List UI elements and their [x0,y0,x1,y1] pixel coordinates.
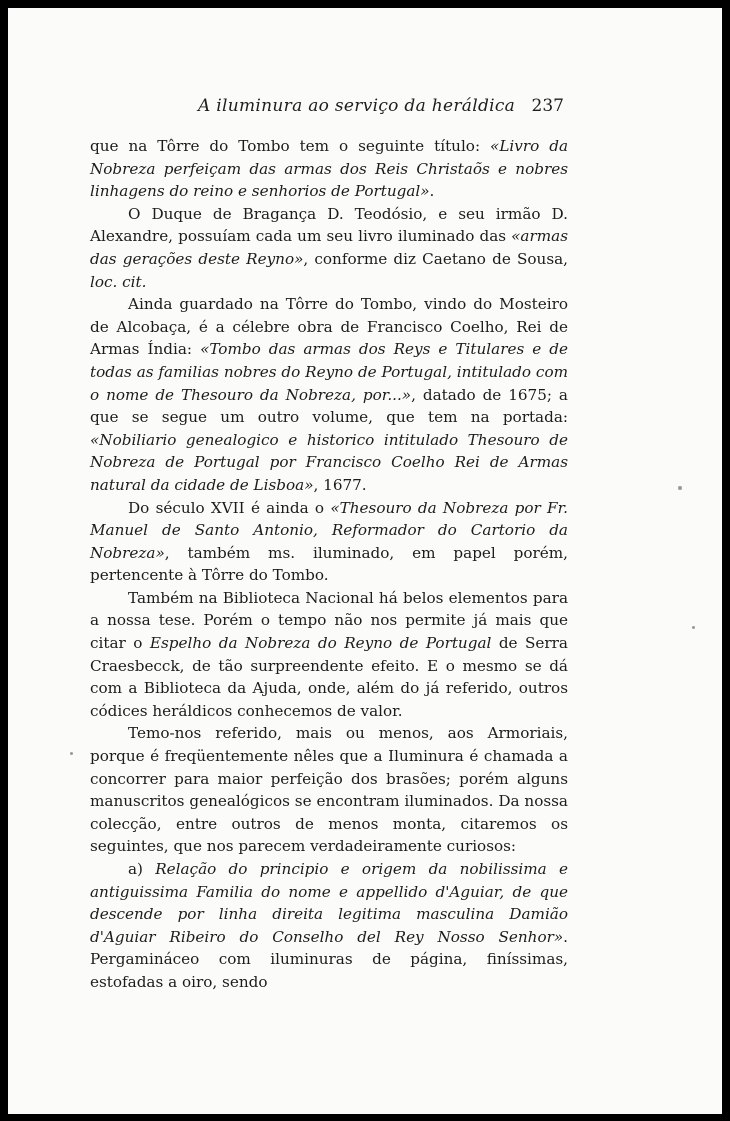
paragraph [90,858,568,994]
book-page [8,8,722,1114]
italic-text: «armas das gerações deste Reyno» [90,227,568,268]
page-number: 237 [531,96,564,116]
body-text-segment: . [429,182,435,201]
body-text-segment: O Duque de Bragança D. Teodósio, e seu irmão D. Alexandre, possuíam cada um seu livro iluminado das [90,204,568,246]
paper-speck [692,626,695,629]
italic-text: «Nobiliario genealogico e historico intitulado Thesouro de Nobreza de Portugal por Francisco Coelho Rei de Armas natural da cidade de Lisboa» [90,430,568,494]
body-text-segment: que na Tôrre do Tombo tem o seguinte título: [90,137,491,155]
body-text-segment: . Pergamináceo com iluminuras de página, finíssimas, estofadas a oiro, sendo [90,927,568,991]
paper-speck [678,486,682,490]
italic-text: Relação do principio e origem da nobilissima e antiguissima Familia do nome e appellido d'Aguiar, de que descende por linha direita legitima masculina Damião d'Aguiar Ribeiro do Conselho del Rey Nosso Senhor» [90,860,568,946]
running-title: A iluminura ao serviço da heráldica [198,96,516,116]
paper-speck [70,752,73,755]
paragraph [90,135,568,203]
italic-text: «Thesouro da Nobreza por Fr. Manuel de Santo Antonio, Reformador do Cartorio da Nobreza» [90,498,568,562]
body-text-segment: , datado de 1675; a que se segue um outro volume, que tem na portada: [90,385,568,427]
page-header [90,90,570,120]
body-text-segment: , também ms. iluminado, em papel porém, pertencente à Tôrre do Tombo. [90,543,568,585]
body-text [90,135,568,994]
italic-text: «Tombo das armas dos Reys e Titulares e de todas as familias nobres do Reyno de Portugal, intitulado com o nome de Thesouro da Nobreza, por...» [90,340,568,404]
paragraph [90,587,568,723]
paragraph [90,497,568,587]
body-text-segment: a) [128,860,156,878]
paragraph [90,203,568,293]
body-text-segment: , 1677. [313,475,367,494]
body-text-segment: Do século XVII é ainda o [128,498,331,517]
paragraph [90,722,568,858]
body-text-segment: Temo-nos referido, mais ou menos, aos Armoriais, porque é freqüentemente nêles que a Iluminura é chamada a concorrer para maior perfeição dos brasões; porém alguns manuscritos genealógicos se encontram iluminados. Da nossa colecção, entre outros de menos monta, citaremos os seguintes, que nos parecem verdadeiramente curiosos: [90,724,568,856]
paragraph [90,293,568,496]
italic-text: «Livro da Nobreza perfeiçam das armas dos Reis Christaõs e nobres linhagens do reino e senhorios de Portugal» [90,137,569,201]
italic-text: loc. cit. [90,272,147,291]
body-text-segment: , conforme diz Caetano de Sousa, [303,249,569,268]
body-text-segment: de Serra Craesbecck, de tão surpreendente efeito. E o mesmo se dá com a Biblioteca da Ajuda, onde, além do já referido, outros códices heráldicos conhecemos de valor. [90,634,568,720]
italic-text: Espelho da Nobreza do Reyno de Portugal [149,634,492,653]
body-text-segment: Também na Biblioteca Nacional há belos elementos para a nossa tese. Porém o tempo não nos permite já mais que citar o [90,588,568,653]
body-text-segment: Ainda guardado na Tôrre do Tombo, vindo do Mosteiro de Alcobaça, é a célebre obra de Francisco Coelho, Rei de Armas Índia: [90,295,568,359]
